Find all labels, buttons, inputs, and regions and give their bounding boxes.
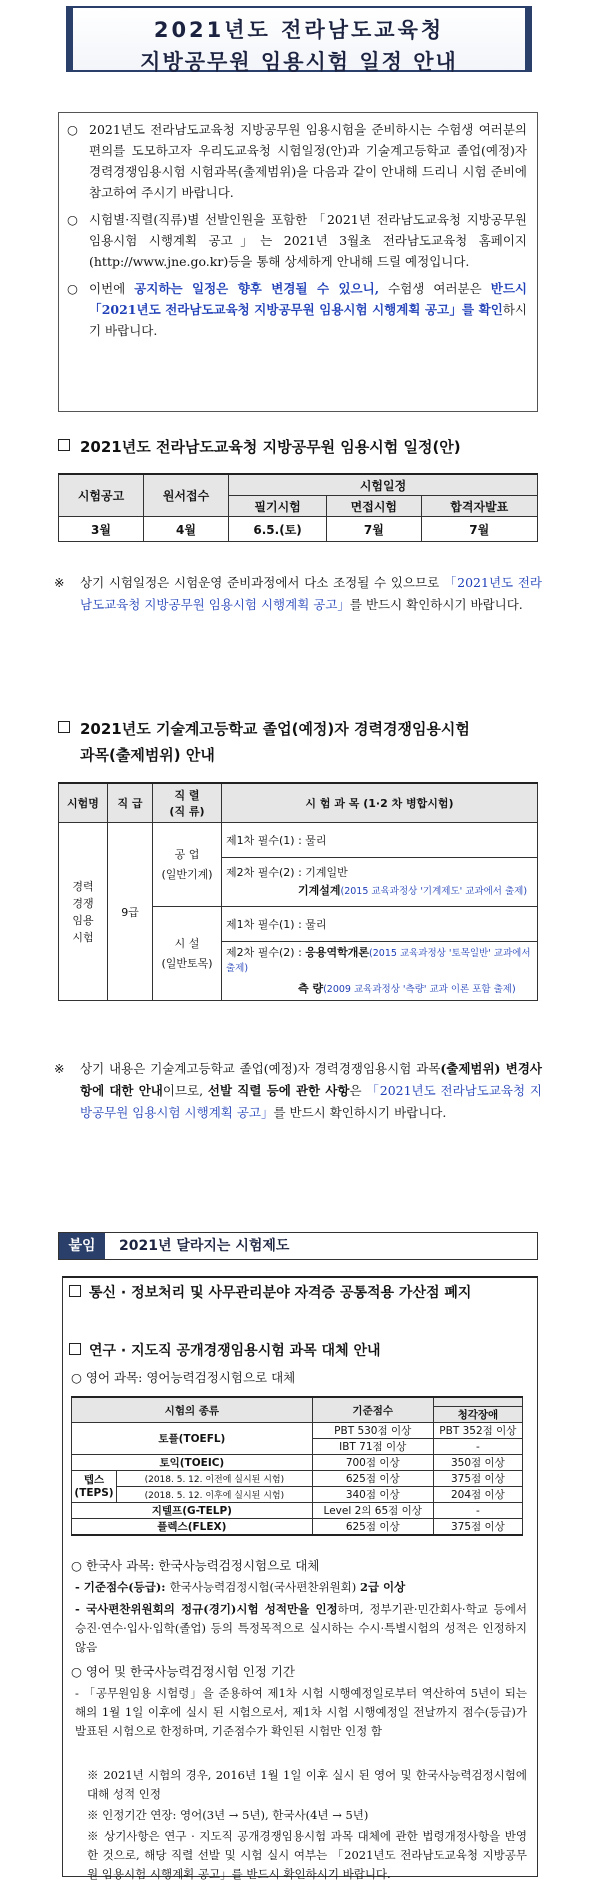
square-bullet-icon	[58, 439, 70, 451]
table-row	[59, 517, 538, 542]
cell-announce: 3월	[59, 517, 144, 542]
cell-apply: 4월	[144, 517, 229, 542]
schedule-note-c: 를 반드시 확인하시기 바랍니다.	[349, 597, 523, 612]
col-header-apply: 원서접수	[144, 474, 229, 517]
schedule-table	[58, 473, 538, 542]
table-row	[72, 1519, 523, 1536]
appendix-h2	[69, 1340, 381, 1360]
appendix-box	[62, 1276, 538, 1881]
history-d1-c: 2급 이상	[359, 1580, 406, 1594]
note-mark: ※	[54, 575, 65, 590]
s2-row2-b: 응용역학개론	[305, 946, 370, 959]
title-box	[66, 6, 532, 72]
schedule-heading	[58, 436, 461, 457]
col-header-announce: 시험공고	[59, 474, 144, 517]
intro-highlight-confirm: 반드시 「2021년도 전라남도교육청 지방공무원 임용시험 시행계획 공고」를 확인	[89, 281, 528, 317]
cell-s1-row1: 제1차 필수(1) : 물리	[222, 823, 538, 858]
appendix-bar	[58, 1232, 538, 1260]
cell-teps-before-standard: 625점 이상	[312, 1471, 433, 1487]
bullet-circle: ○	[67, 212, 78, 227]
cell-toefl-pbt: PBT 530점 이상	[312, 1423, 433, 1439]
cell-series-facility: 시 설 (일반토목)	[153, 907, 222, 1001]
col-header-hearing-top	[433, 1397, 522, 1407]
s1-row2-c: (2015 교육과정상 '기계제도' 교과에서 출제)	[340, 885, 528, 897]
subjects-note-d: 선발 직렬 등에 관한 사항	[207, 1083, 350, 1098]
square-bullet-icon	[69, 1343, 81, 1355]
cell-teps-before: (2018. 5. 12. 이전에 실시된 시험)	[117, 1471, 313, 1487]
cell-s2-row3	[222, 976, 538, 1001]
table-row	[72, 1455, 523, 1471]
cell-grade: 9급	[108, 823, 153, 1001]
cell-teps-before-hearing: 375점 이상	[433, 1471, 522, 1487]
period-detail-1: - 「공무원임용 시험령」을 준용하여 제1차 시험 시행예정일로부터 역산하여 5년이 되는 해의 1월 1일 이후에 실시 된 시험으로서, 제1차 시험 시행예정일 전날까지 점수(등급)가 발표된 시험으로 한정하며, 기준점수가 확인된 시험만 인정 함	[75, 1686, 527, 1738]
intro-text-1: 2021년도 전라남도교육청 지방공무원 임용시험을 준비하시는 수험생 여러분의 편의를 도모하고자 우리도교육청 시험일정(안)과 기술계고등학교 졸업(예정)자 경력경쟁임용시험 시험과목(출제범위)을 다음과 같이 안내해 드리니 시험 준비에 참고하여 주시기 바랍니다.	[89, 122, 527, 200]
table-row	[72, 1503, 523, 1519]
col-header-grade: 직 급	[108, 783, 153, 823]
english-subject-line: ○ 영어 과목: 영어능력검정시험으로 대체	[71, 1370, 296, 1385]
cell-written: 6.5.(토)	[229, 517, 327, 542]
bullet-circle: ○	[67, 281, 78, 296]
intro-text-3e: 하시기 바랍니다.	[89, 302, 527, 338]
subjects-note-c: 이므로,	[162, 1083, 208, 1098]
appendix-h2-text: 연구 · 지도직 공개경쟁임용시험 과목 대체 안내	[89, 1343, 381, 1359]
appendix-h1	[69, 1282, 471, 1302]
s1-row2-b: 기계설계	[298, 883, 341, 897]
cell-s1-row2	[222, 858, 538, 907]
subjects-table	[58, 782, 538, 1001]
intro-item-1	[67, 119, 527, 203]
history-d2-b: 하며, 정부기관·민간회사·학교 등에서 승진·연수·입사·입학(졸업) 등의 특정목적으로 실시하는 수시·특별시험의 성적은 인정하지 않음	[75, 1602, 527, 1654]
appendix-h1-text: 통신 · 정보처리 및 사무관리분야 자격증 공통적용 가산점 폐지	[89, 1285, 472, 1301]
intro-item-2	[67, 209, 527, 272]
intro-text-2: 시험별·직렬(직류)별 선발인원을 포함한 「2021년 전라남도교육청 지방공무원 임용시험 시행계획 공고」는 2021년 3월초 전라남도교육청 홈페이지(http://www.jne.go.kr)등을 통해 상세하게 안내해 드릴 예정입니다.	[89, 212, 527, 269]
subjects-heading-line2: 과목(출제범위) 안내	[80, 746, 215, 764]
s2-row3-b: 측 량	[298, 982, 324, 995]
s2-row2-a: 제2차 필수(2) :	[226, 946, 306, 959]
intro-text-3c: 수험생 여러분은	[379, 281, 491, 296]
intro-item-3	[67, 278, 527, 341]
cell-gtelp-standard: Level 2의 65점 이상	[312, 1503, 433, 1519]
cell-flex-hearing: 375점 이상	[433, 1519, 522, 1536]
cell-toeic-hearing: 350점 이상	[433, 1455, 522, 1471]
square-bullet-icon	[58, 721, 70, 733]
note-mark: ※	[54, 1061, 65, 1076]
cell-teps-after: (2018. 5. 12. 이후에 실시된 시험)	[117, 1487, 313, 1503]
schedule-note	[54, 572, 542, 616]
col-header-subjects: 시 험 과 목 (1·2 차 병합시험)	[222, 783, 538, 823]
s2-row2-c: (2015 교육과정상 '토목일반' 교과에서 출제)	[226, 948, 531, 974]
cell-teps-after-standard: 340점 이상	[312, 1487, 433, 1503]
cell-s2-row1: 제1차 필수(1) : 물리	[222, 907, 538, 942]
appendix-tag: 붙임	[59, 1233, 105, 1259]
bullet-circle: ○	[67, 122, 78, 137]
col-header-standard: 기준점수	[312, 1397, 433, 1423]
cell-flex-standard: 625점 이상	[312, 1519, 433, 1536]
cell-toefl-ibt: IBT 71점 이상	[312, 1439, 433, 1455]
history-detail-2	[75, 1600, 527, 1657]
title-line2: 지방공무원 임용시험 일정 안내	[140, 50, 458, 74]
history-d2-a: - 국사편찬위원회의 정규(경기)시험 성적만을 인정	[75, 1602, 338, 1616]
subjects-note-notice: 「2021년도 전라남도교육청 지방공무원 임용시험 시행계획 공고」	[80, 1083, 542, 1120]
intro-highlight-change: 공지하는 일정은 향후 변경될 수 있으니,	[134, 281, 380, 296]
schedule-heading-text: 2021년도 전라남도교육청 지방공무원 임용시험 일정(안)	[80, 438, 461, 456]
appendix-title: 2021년 달라지는 시험제도	[119, 1238, 290, 1254]
history-d1-b: 한국사능력검정시험(국사편찬위원회)	[169, 1580, 360, 1594]
cell-toefl: 토플(TOEFL)	[72, 1423, 313, 1455]
intro-text-3a: 이번에	[89, 281, 135, 296]
schedule-note-notice: 「2021년도 전라남도교육청 지방공무원 임용시험 시행계획 공고」	[80, 575, 542, 612]
cell-teps: 텝스 (TEPS)	[72, 1471, 117, 1503]
title-line1: 2021년도 전라남도교육청	[153, 18, 445, 42]
subjects-note-a: 상기 내용은 기술계고등학교 졸업(예정)자 경력경쟁임용시험 과목	[80, 1061, 441, 1076]
table-row	[72, 1471, 523, 1487]
cell-result: 7월	[421, 517, 538, 542]
subjects-note-b: (출제범위) 변경사항에 대한 안내	[80, 1061, 542, 1098]
col-header-hearing: 청각장애	[433, 1407, 522, 1423]
period-note-1: ※ 2021년 시험의 경우, 2016년 1월 1일 이후 실시 된 영어 및 한국사능력검정시험에 대해 성적 인정	[87, 1768, 527, 1801]
table-row	[72, 1423, 523, 1439]
subjects-note-g: 를 반드시 확인하시기 바랍니다.	[273, 1105, 447, 1120]
s2-row3-c: (2009 교육과정상 '측량' 교과 이론 포함 출제)	[323, 984, 516, 995]
cell-exam-name: 경력 경쟁 임용 시험	[59, 823, 108, 1001]
table-row	[72, 1487, 523, 1503]
period-note-2: ※ 인정기간 연장: 영어(3년 → 5년), 한국사(4년 → 5년)	[87, 1808, 369, 1822]
cell-s2-row2	[222, 942, 538, 977]
subjects-note-e: 은	[349, 1083, 367, 1098]
square-bullet-icon	[69, 1285, 81, 1297]
intro-box	[58, 112, 538, 412]
cell-toefl-pbt-hearing: PBT 352점 이상	[433, 1423, 522, 1439]
col-header-written: 필기시험	[229, 496, 327, 517]
cell-toefl-ibt-hearing: -	[433, 1439, 522, 1455]
subjects-note	[54, 1058, 542, 1124]
col-header-series: 직 렬 (직 류)	[153, 783, 222, 823]
col-header-interview: 면접시험	[327, 496, 421, 517]
history-subject-line: ○ 한국사 과목: 한국사능력검정시험으로 대체	[71, 1558, 320, 1573]
col-header-exam: 시험명	[59, 783, 108, 823]
cell-gtelp: 지텔프(G-TELP)	[72, 1503, 313, 1519]
intro-text-3	[89, 278, 527, 341]
col-header-test-type: 시험의 종류	[72, 1397, 313, 1423]
cell-interview: 7월	[327, 517, 421, 542]
period-note-3: ※ 상기사항은 연구 · 지도직 공개경쟁임용시험 과목 대체에 관한 법령개정사항을 반영한 것으로, 해당 직렬 선발 및 시험 실시 여부는 「2021년도 전라남도교육청 지방공무원 임용시험 시행계획 공고」를 반드시 확인하시기 바랍니다.	[87, 1829, 527, 1881]
cell-flex: 플렉스(FLEX)	[72, 1519, 313, 1536]
cell-teps-after-hearing: 204점 이상	[433, 1487, 522, 1503]
s1-row2-a: 제2차 필수(2) : 기계일반	[226, 865, 348, 879]
col-header-schedule: 시험일정	[229, 474, 538, 496]
subjects-heading	[58, 716, 470, 768]
subjects-heading-line1: 2021년도 기술계고등학교 졸업(예정)자 경력경쟁임용시험	[80, 720, 470, 738]
cell-series-industry: 공 업 (일반기계)	[153, 823, 222, 907]
cell-gtelp-hearing: -	[433, 1503, 522, 1519]
schedule-note-a: 상기 시험일정은 시험운영 준비과정에서 다소 조정될 수 있으므로	[80, 575, 444, 590]
history-d1-a: - 기준점수(등급):	[75, 1580, 170, 1594]
col-header-result: 합격자발표	[421, 496, 538, 517]
english-test-table	[71, 1396, 523, 1536]
cell-toeic: 토익(TOEIC)	[72, 1455, 313, 1471]
cell-toeic-standard: 700점 이상	[312, 1455, 433, 1471]
history-detail-1	[75, 1578, 527, 1597]
period-line: ○ 영어 및 한국사능력검정시험 인정 기간	[71, 1664, 295, 1679]
